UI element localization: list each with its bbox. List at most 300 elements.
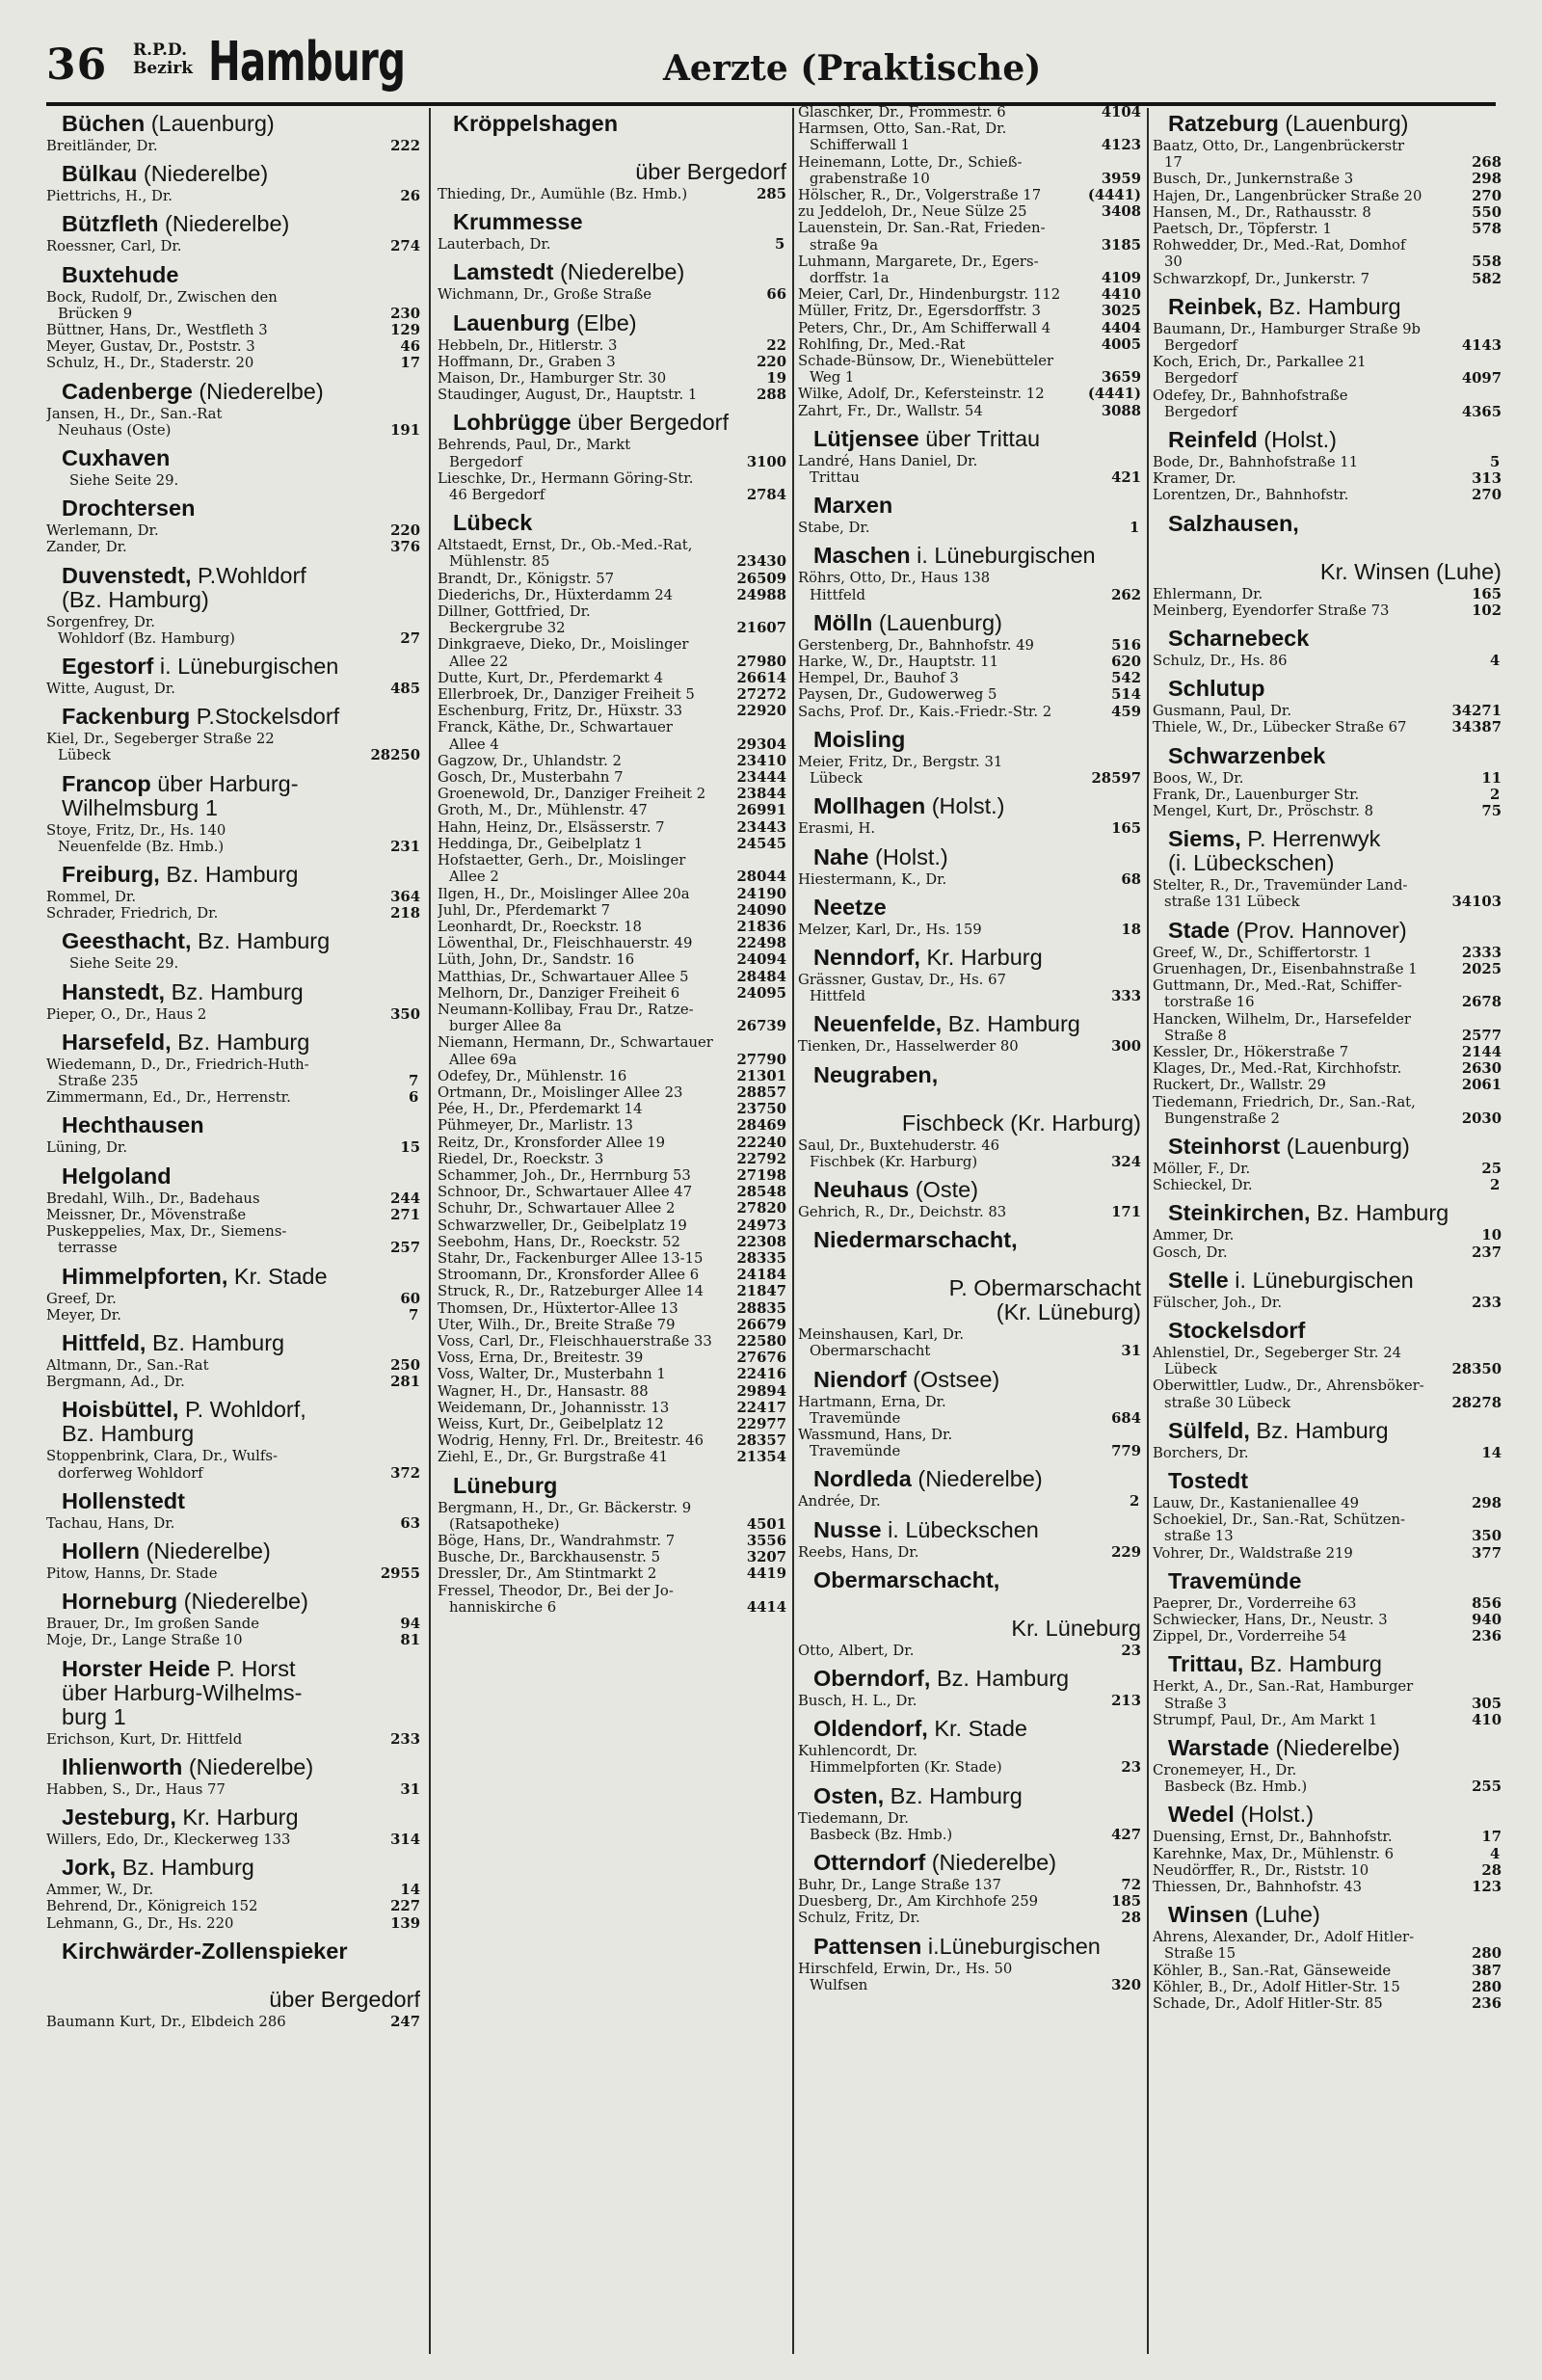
entry-phone-number: 4404 — [1101, 319, 1141, 336]
entry-phone-number: 231 — [390, 838, 420, 855]
place-heading — [46, 655, 420, 679]
entry-phone-number: 22920 — [736, 703, 786, 720]
directory-entry — [1153, 470, 1502, 487]
entry-name-address: Ahrens, Alexander, Dr., Adolf Hitler- Straße 15 — [1153, 1929, 1415, 1963]
entry-name-address: Boos, W., Dr. — [1153, 769, 1244, 787]
place-heading — [46, 1590, 420, 1614]
directory-entry — [798, 353, 1141, 386]
entry-name-address: Cronemeyer, H., Dr. Basbeck (Bz. Hmb.) — [1153, 1761, 1308, 1796]
place-heading — [1153, 112, 1502, 136]
directory-entry — [1153, 961, 1502, 977]
entry-name-address: Juhl, Dr., Pferdemarkt 7 — [438, 901, 611, 919]
entry-phone-number: 4123 — [1101, 137, 1141, 154]
entry-phone-number: 3408 — [1101, 203, 1141, 221]
entry-phone-number: 4104 — [1101, 104, 1141, 120]
directory-entry — [438, 603, 786, 636]
directory-entry — [46, 1089, 420, 1106]
entry-phone-number: 22417 — [736, 1399, 786, 1416]
directory-entry — [1153, 877, 1502, 910]
directory-entry — [798, 922, 1141, 938]
entry-name-address: Schnoor, Dr., Schwartauer Allee 47 — [438, 1184, 693, 1201]
entry-phone-number: 4143 — [1461, 337, 1502, 355]
section-title: Aerzte (Praktische) — [663, 48, 1042, 89]
directory-entry — [1153, 171, 1502, 187]
place-name: Lütjensee — [813, 425, 919, 451]
entry-phone-number: 779 — [1111, 1443, 1141, 1460]
directory-entry — [438, 1250, 786, 1267]
directory-entry — [1153, 1595, 1502, 1612]
entry-name-address: Hempel, Dr., Bauhof 3 — [798, 670, 959, 687]
place-name: Lauenburg — [453, 309, 571, 335]
entry-phone-number: 280 — [1472, 1978, 1502, 1995]
place-suffix: P. Herrenwyk (i. Lübeckschen) — [1168, 826, 1381, 876]
place-heading — [798, 946, 1141, 970]
directory-entry — [438, 636, 786, 669]
directory-entry — [798, 286, 1141, 303]
entry-name-address: Tiedemann, Dr. Basbeck (Bz. Hmb.) — [798, 1809, 953, 1843]
directory-entry — [438, 1002, 786, 1034]
place-name: Hollenstedt — [62, 1487, 185, 1513]
place-suffix: Bz. Hamburg — [1310, 1200, 1449, 1226]
entry-phone-number: 11 — [1481, 769, 1502, 787]
place-suffix: Bz. Hamburg — [1262, 293, 1401, 319]
entry-name-address: Herkt, A., Dr., San.-Rat, Hamburger Straße 3 — [1153, 1678, 1414, 1712]
place-suffix: P. Obermarschacht (Kr. Lüneburg) — [948, 1275, 1141, 1325]
directory-entry — [46, 1006, 420, 1023]
entry-name-address: Baumann Kurt, Dr., Elbdeich 286 — [46, 2013, 286, 2030]
entry-name-address: Thomsen, Dr., Hüxtertor-Allee 13 — [438, 1299, 678, 1317]
directory-entry — [438, 571, 786, 587]
place-heading — [46, 772, 420, 820]
entry-name-address: Koch, Erich, Dr., Parkallee 21 Bergedorf — [1153, 354, 1367, 388]
entry-name-address: Ortmann, Dr., Moislinger Allee 23 — [438, 1083, 683, 1101]
entry-name-address: Hahn, Heinz, Dr., Elsässerstr. 7 — [438, 818, 665, 836]
entry-phone-number: 4410 — [1101, 286, 1141, 304]
directory-entry — [1153, 487, 1502, 503]
place-name: Nahe — [813, 843, 869, 869]
place-heading — [1153, 512, 1502, 584]
entry-name-address: Hofstaetter, Gerh., Dr., Moislinger Allee 2 — [438, 852, 686, 886]
entry-name-address: Bode, Dr., Bahnhofstraße 11 — [1153, 454, 1359, 471]
entry-name-address: Gagzow, Dr., Uhlandstr. 2 — [438, 752, 622, 769]
entry-name-address: Greef, W., Dr., Schiffertorstr. 1 — [1153, 944, 1372, 961]
column-2 — [438, 104, 786, 2355]
entry-name-address: Hoffmann, Dr., Graben 3 — [438, 353, 616, 370]
place-heading — [798, 427, 1141, 451]
entry-name-address: Pitow, Hanns, Dr. Stade — [46, 1564, 218, 1582]
entry-name-address: Ehlermann, Dr. — [1153, 585, 1263, 602]
entry-name-address: Stabe, Dr. — [798, 520, 870, 537]
entry-name-address: Pieper, O., Dr., Haus 2 — [46, 1005, 207, 1023]
entry-name-address: Hirschfeld, Erwin, Dr., Hs. 50 Wulfsen — [798, 1960, 1013, 1993]
directory-entry — [798, 972, 1141, 1004]
entry-phone-number: 270 — [1472, 187, 1502, 204]
place-name: Horneburg — [62, 1589, 178, 1615]
entry-name-address: Behrend, Dr., Königreich 152 — [46, 1898, 258, 1915]
directory-entry — [46, 1781, 420, 1798]
entry-phone-number: 421 — [1111, 469, 1141, 487]
directory-entry — [438, 1366, 786, 1382]
entry-phone-number: 3959 — [1101, 170, 1141, 187]
place-suffix: Bz. Hamburg — [942, 1011, 1080, 1037]
place-suffix: Bz. Hamburg — [116, 1855, 254, 1881]
place-name: Hittfeld, — [62, 1329, 146, 1355]
entry-name-address: Gusmann, Paul, Dr. — [1153, 703, 1292, 720]
directory-entry — [1153, 977, 1502, 1010]
place-name: Niedermarschacht, — [813, 1227, 1018, 1253]
entry-phone-number: 578 — [1472, 221, 1502, 238]
entry-phone-number: 31 — [400, 1780, 420, 1798]
entry-phone-number: 213 — [1111, 1692, 1141, 1709]
place-heading — [438, 210, 786, 234]
directory-entry — [1153, 703, 1502, 719]
place-name: Niendorf — [813, 1366, 907, 1392]
entry-phone-number: 410 — [1472, 1711, 1502, 1728]
directory-entry — [46, 1565, 420, 1582]
directory-entry — [1153, 1094, 1502, 1127]
directory-entry — [798, 1427, 1141, 1459]
place-suffix: (Lauenburg) — [1280, 1133, 1410, 1159]
entry-name-address: Luhmann, Margarete, Dr., Egers- dorffstr. 1a — [798, 253, 1039, 287]
entry-name-address: Tiedemann, Friedrich, Dr., San.-Rat, Bungenstraße 2 — [1153, 1093, 1416, 1127]
entry-phone-number: 285 — [757, 186, 786, 202]
page-header — [46, 29, 1496, 104]
place-name: Cadenberge — [62, 378, 193, 404]
place-suffix: (Niederelbe) — [553, 259, 685, 285]
place-suffix: (Niederelbe) — [158, 211, 290, 237]
directory-entry — [438, 670, 786, 686]
place-name: Neugraben, — [813, 1061, 939, 1087]
directory-entry — [438, 1068, 786, 1084]
place-name: Nusse — [813, 1516, 882, 1542]
entry-phone-number: 28469 — [736, 1117, 786, 1135]
entry-name-address: Fressel, Theodor, Dr., Bei der Jo- hanniskirche 6 — [438, 1582, 674, 1616]
place-suffix: über Trittau — [918, 425, 1041, 451]
entry-phone-number: 68 — [1121, 870, 1141, 888]
place-name: Ihlienworth — [62, 1753, 183, 1779]
entry-phone-number: 23444 — [736, 769, 786, 787]
directory-entry — [438, 1549, 786, 1565]
place-heading — [46, 496, 420, 521]
place-heading — [46, 1805, 420, 1830]
entry-phone-number: 230 — [390, 305, 420, 322]
entry-name-address: Gruenhagen, Dr., Eisenbahnstraße 1 — [1153, 960, 1418, 977]
place-name: Sülfeld, — [1168, 1417, 1250, 1443]
entry-name-address: Bock, Rudolf, Dr., Zwischen den Brücken 9 — [46, 288, 278, 322]
columns — [46, 104, 1502, 2360]
entry-phone-number: 28548 — [736, 1184, 786, 1201]
place-name: Reinfeld — [1168, 427, 1258, 453]
column-1 — [46, 104, 420, 2355]
entry-name-address: Borchers, Dr. — [1153, 1444, 1249, 1461]
entry-phone-number: 2577 — [1461, 1027, 1502, 1044]
directory-entry — [798, 104, 1141, 120]
directory-entry — [438, 1432, 786, 1449]
directory-entry — [438, 769, 786, 786]
entry-phone-number: 21607 — [736, 620, 786, 637]
entry-name-address: Heddinga, Dr., Geibelplatz 1 — [438, 835, 644, 852]
entry-name-address: Lauenstein, Dr. San.-Rat, Frieden- straße 9a — [798, 220, 1046, 254]
entry-name-address: Schuhr, Dr., Schwartauer Allee 2 — [438, 1200, 676, 1217]
directory-entry — [46, 406, 420, 439]
directory-entry — [438, 852, 786, 885]
entry-phone-number: 28 — [1481, 1861, 1502, 1879]
directory-entry — [798, 203, 1141, 220]
place-name: Cuxhaven — [62, 445, 171, 471]
entry-name-address: Wichmann, Dr., Große Straße — [438, 286, 652, 304]
entry-phone-number: 23 — [1121, 1642, 1141, 1659]
entry-name-address: Willers, Edo, Dr., Kleckerweg 133 — [46, 1831, 291, 1848]
entry-name-address: Diederichs, Dr., Hüxterdamm 24 — [438, 586, 674, 603]
entry-phone-number: 26509 — [736, 570, 786, 587]
entry-name-address: Stoppenbrink, Clara, Dr., Wulfs- dorferweg Wohldorf — [46, 1448, 278, 1482]
place-suffix: (Niederelbe) — [192, 378, 324, 404]
directory-entry — [1153, 586, 1502, 602]
directory-entry — [46, 238, 420, 254]
entry-name-address: Hansen, M., Dr., Rathausstr. 8 — [1153, 203, 1371, 221]
entry-phone-number: 250 — [390, 1356, 420, 1374]
place-name: Lübeck — [453, 510, 533, 536]
directory-entry — [438, 1135, 786, 1151]
entry-phone-number: 28597 — [1091, 770, 1141, 788]
entry-name-address: Erichson, Kurt, Dr. Hittfeld — [46, 1730, 243, 1748]
place-heading — [1153, 295, 1502, 319]
place-heading — [1153, 1469, 1502, 1493]
entry-phone-number: 4109 — [1101, 270, 1141, 287]
place-name: Lamstedt — [453, 259, 554, 285]
place-heading — [1153, 1903, 1502, 1927]
entry-phone-number: 2 — [1490, 786, 1501, 803]
entry-name-address: Mengel, Kurt, Dr., Pröschstr. 8 — [1153, 803, 1374, 820]
entry-phone-number: 27676 — [736, 1350, 786, 1367]
entry-name-address: Otto, Albert, Dr. — [798, 1642, 915, 1659]
place-heading — [438, 511, 786, 535]
directory-entry — [46, 905, 420, 922]
entry-name-address: Paeprer, Dr., Vorderreihe 63 — [1153, 1594, 1357, 1612]
directory-entry — [438, 387, 786, 403]
entry-name-address: Meyer, Dr. — [46, 1306, 121, 1324]
entry-name-address: Weidemann, Dr., Johannisstr. 13 — [438, 1399, 670, 1416]
directory-entry — [798, 686, 1141, 703]
entry-phone-number: 26614 — [736, 669, 786, 686]
directory-entry — [798, 1394, 1141, 1427]
entry-phone-number: 3025 — [1101, 303, 1141, 320]
directory-entry — [46, 1307, 420, 1324]
entry-name-address: Köhler, B., San.-Rat, Gänseweide — [1153, 1962, 1392, 1979]
directory-entry — [438, 686, 786, 703]
entry-name-address: Löwenthal, Dr., Fleischhauerstr. 49 — [438, 935, 693, 952]
place-heading — [1153, 1419, 1502, 1443]
entry-name-address: Bergmann, Ad., Dr. — [46, 1374, 185, 1391]
entry-phone-number: 333 — [1111, 988, 1141, 1005]
entry-name-address: Fülscher, Joh., Dr. — [1153, 1294, 1283, 1311]
entry-phone-number: 350 — [390, 1005, 420, 1023]
entry-phone-number: 6 — [409, 1089, 419, 1107]
entry-phone-number: 427 — [1111, 1826, 1141, 1843]
place-heading — [46, 1030, 420, 1055]
directory-entry — [438, 951, 786, 968]
place-name: Steinhorst — [1168, 1133, 1281, 1159]
entry-phone-number: 5 — [775, 236, 785, 254]
entry-name-address: Gosch, Dr., Musterbahn 7 — [438, 769, 624, 787]
entry-name-address: Dutte, Kurt, Dr., Pferdemarkt 4 — [438, 669, 664, 686]
entry-name-address: Lauterbach, Dr. — [438, 236, 551, 254]
place-name: Nenndorf, — [813, 944, 920, 970]
directory-entry — [1153, 1545, 1502, 1562]
entry-name-address: Schwiecker, Hans, Dr., Neustr. 3 — [1153, 1611, 1388, 1628]
directory-entry — [438, 286, 786, 303]
place-heading — [798, 1467, 1141, 1491]
place-heading — [46, 1331, 420, 1355]
place-suffix: P.Wohldorf (Bz. Hamburg) — [62, 562, 306, 612]
directory-entry — [46, 338, 420, 355]
entry-phone-number: 271 — [390, 1206, 420, 1223]
directory-entry — [798, 570, 1141, 602]
place-name: Tostedt — [1168, 1467, 1249, 1493]
place-name: Harsefeld, — [62, 1029, 172, 1055]
place-name: Kröppelshagen — [453, 111, 619, 136]
entry-phone-number: (4441) — [1087, 187, 1141, 204]
directory-entry — [438, 836, 786, 852]
place-name: Himmelpforten, — [62, 1263, 228, 1289]
entry-phone-number: 2030 — [1461, 1110, 1502, 1127]
directory-entry — [798, 871, 1141, 888]
entry-phone-number: 139 — [390, 1914, 420, 1932]
directory-entry — [1153, 1011, 1502, 1044]
directory-entry — [46, 731, 420, 763]
entry-phone-number: 26739 — [736, 1018, 786, 1035]
place-suffix: Bz. Hamburg — [1243, 1651, 1383, 1677]
entry-name-address: Struck, R., Dr., Ratzeburger Allee 14 — [438, 1283, 705, 1300]
entry-name-address: Brauer, Dr., Im großen Sande — [46, 1616, 259, 1633]
place-heading — [798, 1784, 1141, 1808]
entry-phone-number: 28857 — [736, 1083, 786, 1101]
place-heading — [798, 494, 1141, 518]
entry-phone-number: 26991 — [736, 802, 786, 819]
entry-name-address: Groth, M., Dr., Mühlenstr. 47 — [438, 802, 648, 819]
entry-phone-number: 4501 — [746, 1515, 786, 1533]
entry-name-address: Paysen, Dr., Gudowerweg 5 — [798, 686, 997, 704]
entry-phone-number: 2333 — [1461, 944, 1502, 961]
directory-entry — [798, 654, 1141, 670]
entry-name-address: Wiedemann, D., Dr., Friedrich-Huth- Straße 235 — [46, 1056, 309, 1090]
entry-phone-number: 22 — [766, 336, 786, 354]
entry-name-address: Meier, Fritz, Dr., Bergstr. 31 Lübeck — [798, 753, 1003, 788]
place-name: Steinkirchen, — [1168, 1200, 1311, 1226]
entry-phone-number: 28278 — [1451, 1394, 1502, 1411]
entry-phone-number: 23750 — [736, 1101, 786, 1118]
entry-phone-number: 298 — [1472, 1494, 1502, 1511]
entry-phone-number: 21354 — [736, 1449, 786, 1466]
directory-entry — [1153, 945, 1502, 961]
directory-entry — [798, 670, 1141, 686]
place-heading — [798, 1717, 1141, 1741]
entry-name-address: Schulz, Fritz, Dr. — [798, 1910, 920, 1927]
entry-phone-number: 856 — [1472, 1594, 1502, 1612]
entry-name-address: Andrée, Dr. — [798, 1493, 881, 1511]
entry-phone-number: 29894 — [736, 1382, 786, 1400]
entry-phone-number: 24973 — [736, 1217, 786, 1234]
entry-name-address: Piettrichs, H., Dr. — [46, 188, 173, 205]
entry-name-address: Ammer, Dr. — [1153, 1227, 1235, 1244]
entry-name-address: Dillner, Gottfried, Dr. Beckergrube 32 — [438, 603, 591, 637]
directory-entry — [46, 614, 420, 647]
entry-phone-number: 24190 — [736, 885, 786, 902]
directory-entry — [438, 437, 786, 469]
place-heading — [46, 1113, 420, 1137]
entry-phone-number: 542 — [1111, 670, 1141, 687]
place-suffix: (Holst.) — [925, 793, 1005, 819]
entry-phone-number: 3185 — [1101, 236, 1141, 254]
directory-entry — [46, 1374, 420, 1390]
entry-phone-number: 222 — [390, 138, 420, 154]
city-title: Hamburg — [208, 31, 406, 94]
entry-name-address: Schulz, Dr., Hs. 86 — [1153, 653, 1288, 670]
entry-phone-number: 10 — [1481, 1227, 1502, 1244]
entry-phone-number: 28357 — [736, 1432, 786, 1450]
place-name: Otterndorf — [813, 1849, 926, 1875]
directory-entry — [438, 1533, 786, 1549]
directory-entry — [1153, 1963, 1502, 1979]
entry-name-address: Schade, Dr., Adolf Hitler-Str. 85 — [1153, 1995, 1383, 2013]
entry-phone-number: 75 — [1481, 803, 1502, 820]
place-heading — [46, 980, 420, 1004]
directory-entry — [438, 1317, 786, 1333]
entry-phone-number: 233 — [1472, 1294, 1502, 1311]
place-heading — [46, 929, 420, 953]
directory-entry — [1153, 454, 1502, 470]
entry-name-address: Busche, Dr., Barckhausenstr. 5 — [438, 1549, 660, 1566]
entry-name-address: Grässner, Gustav, Dr., Hs. 67 Hittfeld — [798, 971, 1006, 1005]
cross-reference-note: Siehe Seite 29. — [69, 955, 179, 973]
entry-phone-number: 2 — [1490, 1177, 1501, 1194]
place-heading — [798, 1568, 1141, 1641]
entry-phone-number: 3088 — [1101, 402, 1141, 419]
directory-entry — [798, 520, 1141, 536]
directory-entry — [798, 1137, 1141, 1170]
entry-phone-number: 24094 — [736, 951, 786, 969]
entry-name-address: Jansen, H., Dr., San.-Rat Neuhaus (Oste) — [46, 405, 223, 439]
place-heading — [438, 260, 786, 284]
place-name: Büchen — [62, 111, 146, 136]
entry-name-address: Thiele, W., Dr., Lübecker Straße 67 — [1153, 719, 1407, 736]
directory-entry — [1153, 1044, 1502, 1060]
directory-entry — [1153, 1979, 1502, 1995]
entry-name-address: Wilke, Adolf, Dr., Kefersteinstr. 12 — [798, 386, 1045, 403]
entry-name-address: Duesberg, Dr., Am Kirchhofe 259 — [798, 1893, 1039, 1911]
entry-phone-number: 314 — [390, 1831, 420, 1848]
postal-district-line2: Bezirk — [133, 59, 194, 78]
entry-name-address: Harke, W., Dr., Hauptstr. 11 — [798, 654, 998, 671]
place-name: Siems, — [1168, 826, 1241, 852]
entry-name-address: Hartmann, Erna, Dr. Travemünde — [798, 1393, 946, 1427]
directory-entry — [46, 1882, 420, 1898]
entry-phone-number: 72 — [1121, 1876, 1141, 1893]
place-heading — [798, 1228, 1141, 1324]
entry-name-address: Uter, Wilh., Dr., Breite Straße 79 — [438, 1316, 676, 1333]
entry-phone-number: 4 — [1490, 1845, 1501, 1862]
entry-phone-number: 23 — [1121, 1759, 1141, 1777]
directory-entry — [438, 1184, 786, 1200]
entry-name-address: Buhr, Dr., Lange Straße 137 — [798, 1876, 1001, 1893]
place-heading — [1153, 1736, 1502, 1760]
entry-name-address: Glaschker, Dr., Frommestr. 6 — [798, 104, 1006, 120]
directory-entry — [438, 1500, 786, 1533]
entry-name-address: Niemann, Hermann, Dr., Schwartauer Allee 69a — [438, 1034, 713, 1068]
entry-phone-number: 34103 — [1451, 894, 1502, 911]
entry-phone-number: 4414 — [746, 1598, 786, 1616]
entry-name-address: Hebbeln, Dr., Hitlerstr. 3 — [438, 336, 618, 354]
